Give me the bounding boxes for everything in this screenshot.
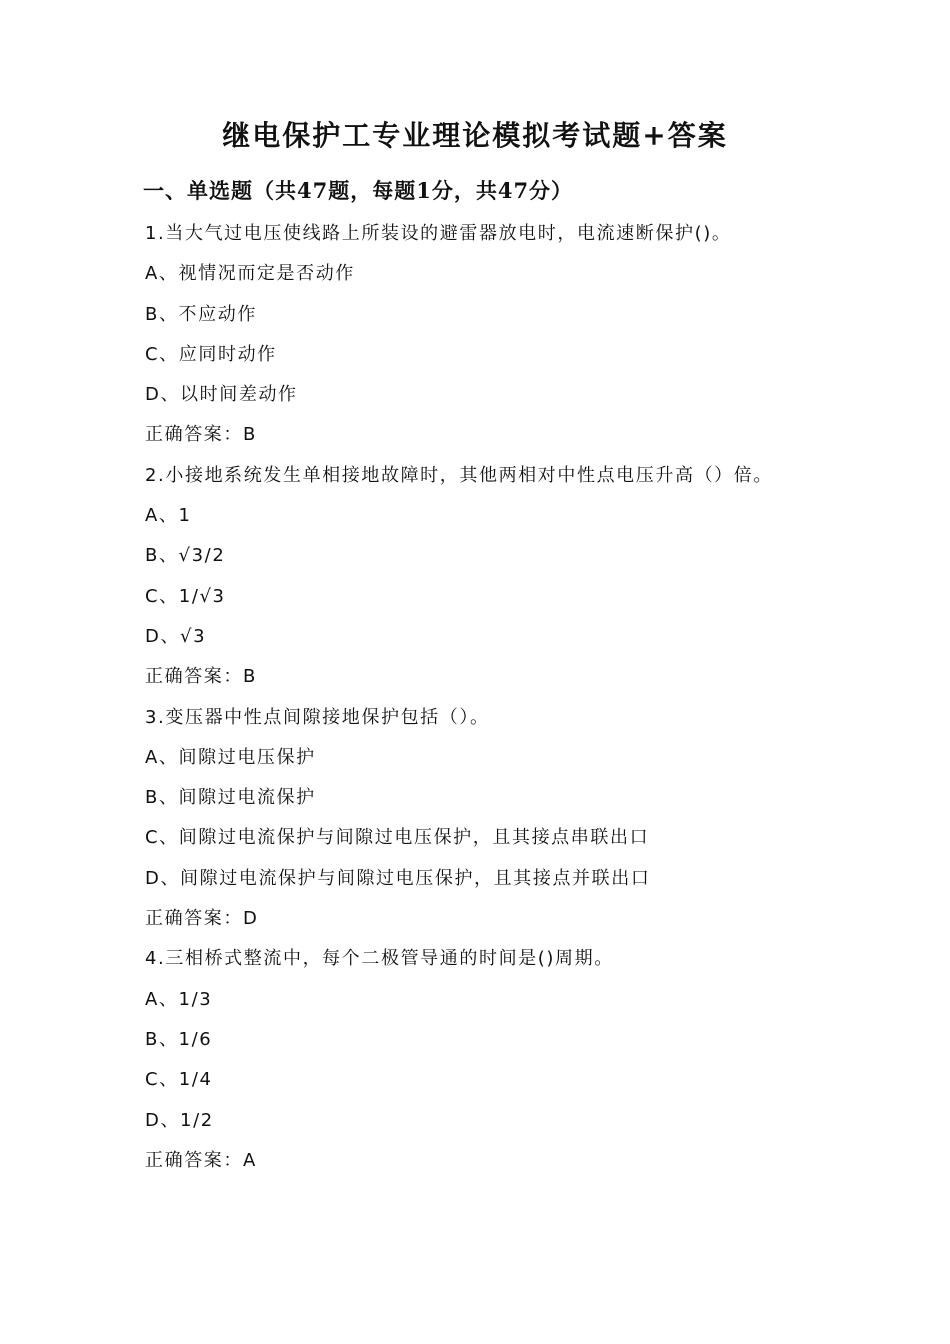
question-stem: 4.三相桥式整流中，每个二极管导通的时间是()周期。	[145, 948, 614, 970]
option-c: C、间隙过电流保护与间隙过电压保护，且其接点串联出口	[145, 827, 650, 849]
option-c: C、应同时动作	[145, 343, 277, 365]
section-heading: 一、单选题（共47题，每题1分，共47分）	[143, 178, 574, 203]
question-3	[145, 698, 825, 940]
document-title: 继电保护工专业理论模拟考试题+答案	[222, 119, 728, 152]
option-d: D、1/2	[145, 1109, 214, 1131]
option-a: A、视情况而定是否动作	[145, 263, 355, 285]
correct-answer: 正确答案：A	[145, 1149, 257, 1171]
question-stem: 3.变压器中性点间隙接地保护包括（）。	[145, 706, 490, 728]
option-a: A、1/3	[145, 988, 213, 1010]
question-stem: 1.当大气过电压使线路上所装设的避雷器放电时，电流速断保护()。	[145, 223, 732, 244]
question-1	[145, 214, 825, 456]
option-b: B、间隙过电流保护	[145, 787, 316, 809]
option-d: D、√3	[145, 625, 207, 647]
question-4	[145, 939, 825, 1181]
option-a: A、1	[145, 505, 192, 527]
correct-answer: 正确答案：B	[145, 424, 257, 446]
correct-answer: 正确答案：B	[145, 666, 257, 688]
question-list	[145, 214, 825, 1181]
option-c: C、1/4	[145, 1069, 213, 1091]
option-d: D、以时间差动作	[145, 384, 298, 406]
correct-answer: 正确答案：D	[145, 908, 259, 930]
option-d: D、间隙过电流保护与间隙过电压保护，且其接点并联出口	[145, 867, 651, 889]
question-stem: 2.小接地系统发生单相接地故障时，其他两相对中性点电压升高（）倍。	[145, 464, 773, 486]
option-c: C、1/√3	[145, 585, 226, 607]
option-b: B、1/6	[145, 1028, 213, 1050]
option-b: B、√3/2	[145, 545, 226, 567]
option-b: B、不应动作	[145, 303, 257, 325]
option-a: A、间隙过电压保护	[145, 746, 316, 768]
question-2	[145, 456, 825, 698]
